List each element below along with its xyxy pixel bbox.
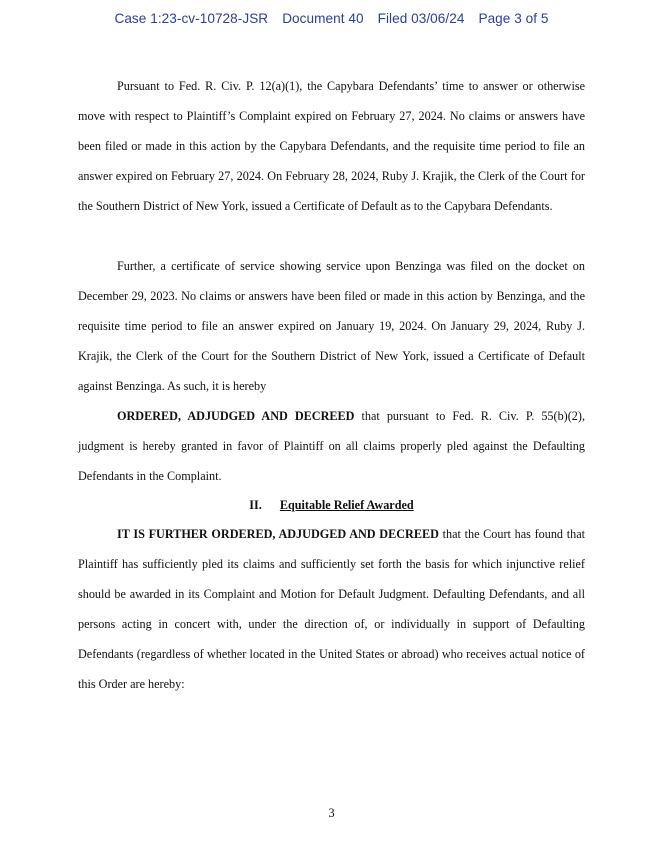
page-count: Page 3 of 5	[478, 11, 549, 26]
further-ordered-phrase: IT IS FURTHER ORDERED, ADJUDGED AND DECREED	[117, 527, 439, 541]
section-number: II.	[249, 498, 262, 512]
paragraph-equitable-relief	[78, 519, 585, 699]
filed-date: Filed 03/06/24	[377, 11, 465, 26]
ecf-header	[0, 11, 663, 26]
paragraph-capybara-default: Pursuant to Fed. R. Civ. P. 12(a)(1), the Capybara Defendants’ time to answer or otherwise move with respect to Plaintiff’s Complaint expired on February 27, 2024. No claims or answers have been filed or made in this action by the Capybara Defendants, and the requisite time period to file an answer expired on February 27, 2024. On February 28, 2024, Ruby J. Krajik, the Clerk of the Court for the Southern District of New York, issued a Certificate of Default as to the Capybara Defendants.	[78, 79, 585, 213]
page-number: 3	[328, 806, 335, 820]
paragraph-benzinga-default: Further, a certificate of service showing service upon Benzinga was filed on the docket on December 29, 2023. No claims or answers have been filed or made in this action by Benzinga, and the requisite time period to file an answer expired on January 19, 2024. On January 29, 2024, Ruby J. Krajik, the Clerk of the Court for the Southern District of New York, issued a Certificate of Default against Benzinga. As such, it is hereby	[78, 259, 585, 393]
paragraph-judgment-ordered	[78, 401, 585, 491]
equitable-relief-text: that the Court has found that Plaintiff has sufficiently pled its claims and sufficiently set forth the basis for which injunctive relief should be awarded in its Complaint and Motion for Default Judgment. Defaulting Defendants, and all persons acting in concert with, under the direction of, or individually in support of Defaulting Defendants (regardless of whether located in the United States or abroad) who receives actual notice of this Order are hereby:	[78, 527, 585, 691]
section-title: Equitable Relief Awarded	[279, 498, 414, 512]
document-number: Document 40	[282, 11, 364, 26]
section-heading	[0, 492, 663, 518]
ordered-phrase: ORDERED, ADJUDGED AND DECREED	[117, 409, 355, 423]
judgment-text: that pursuant to Fed. R. Civ. P. 55(b)(2), judgment is hereby granted in favor of Plaintiff on all claims properly pled against the Defaulting Defendants in the Complaint.	[78, 409, 585, 483]
case-number: Case 1:23-cv-10728-JSR	[114, 11, 269, 26]
